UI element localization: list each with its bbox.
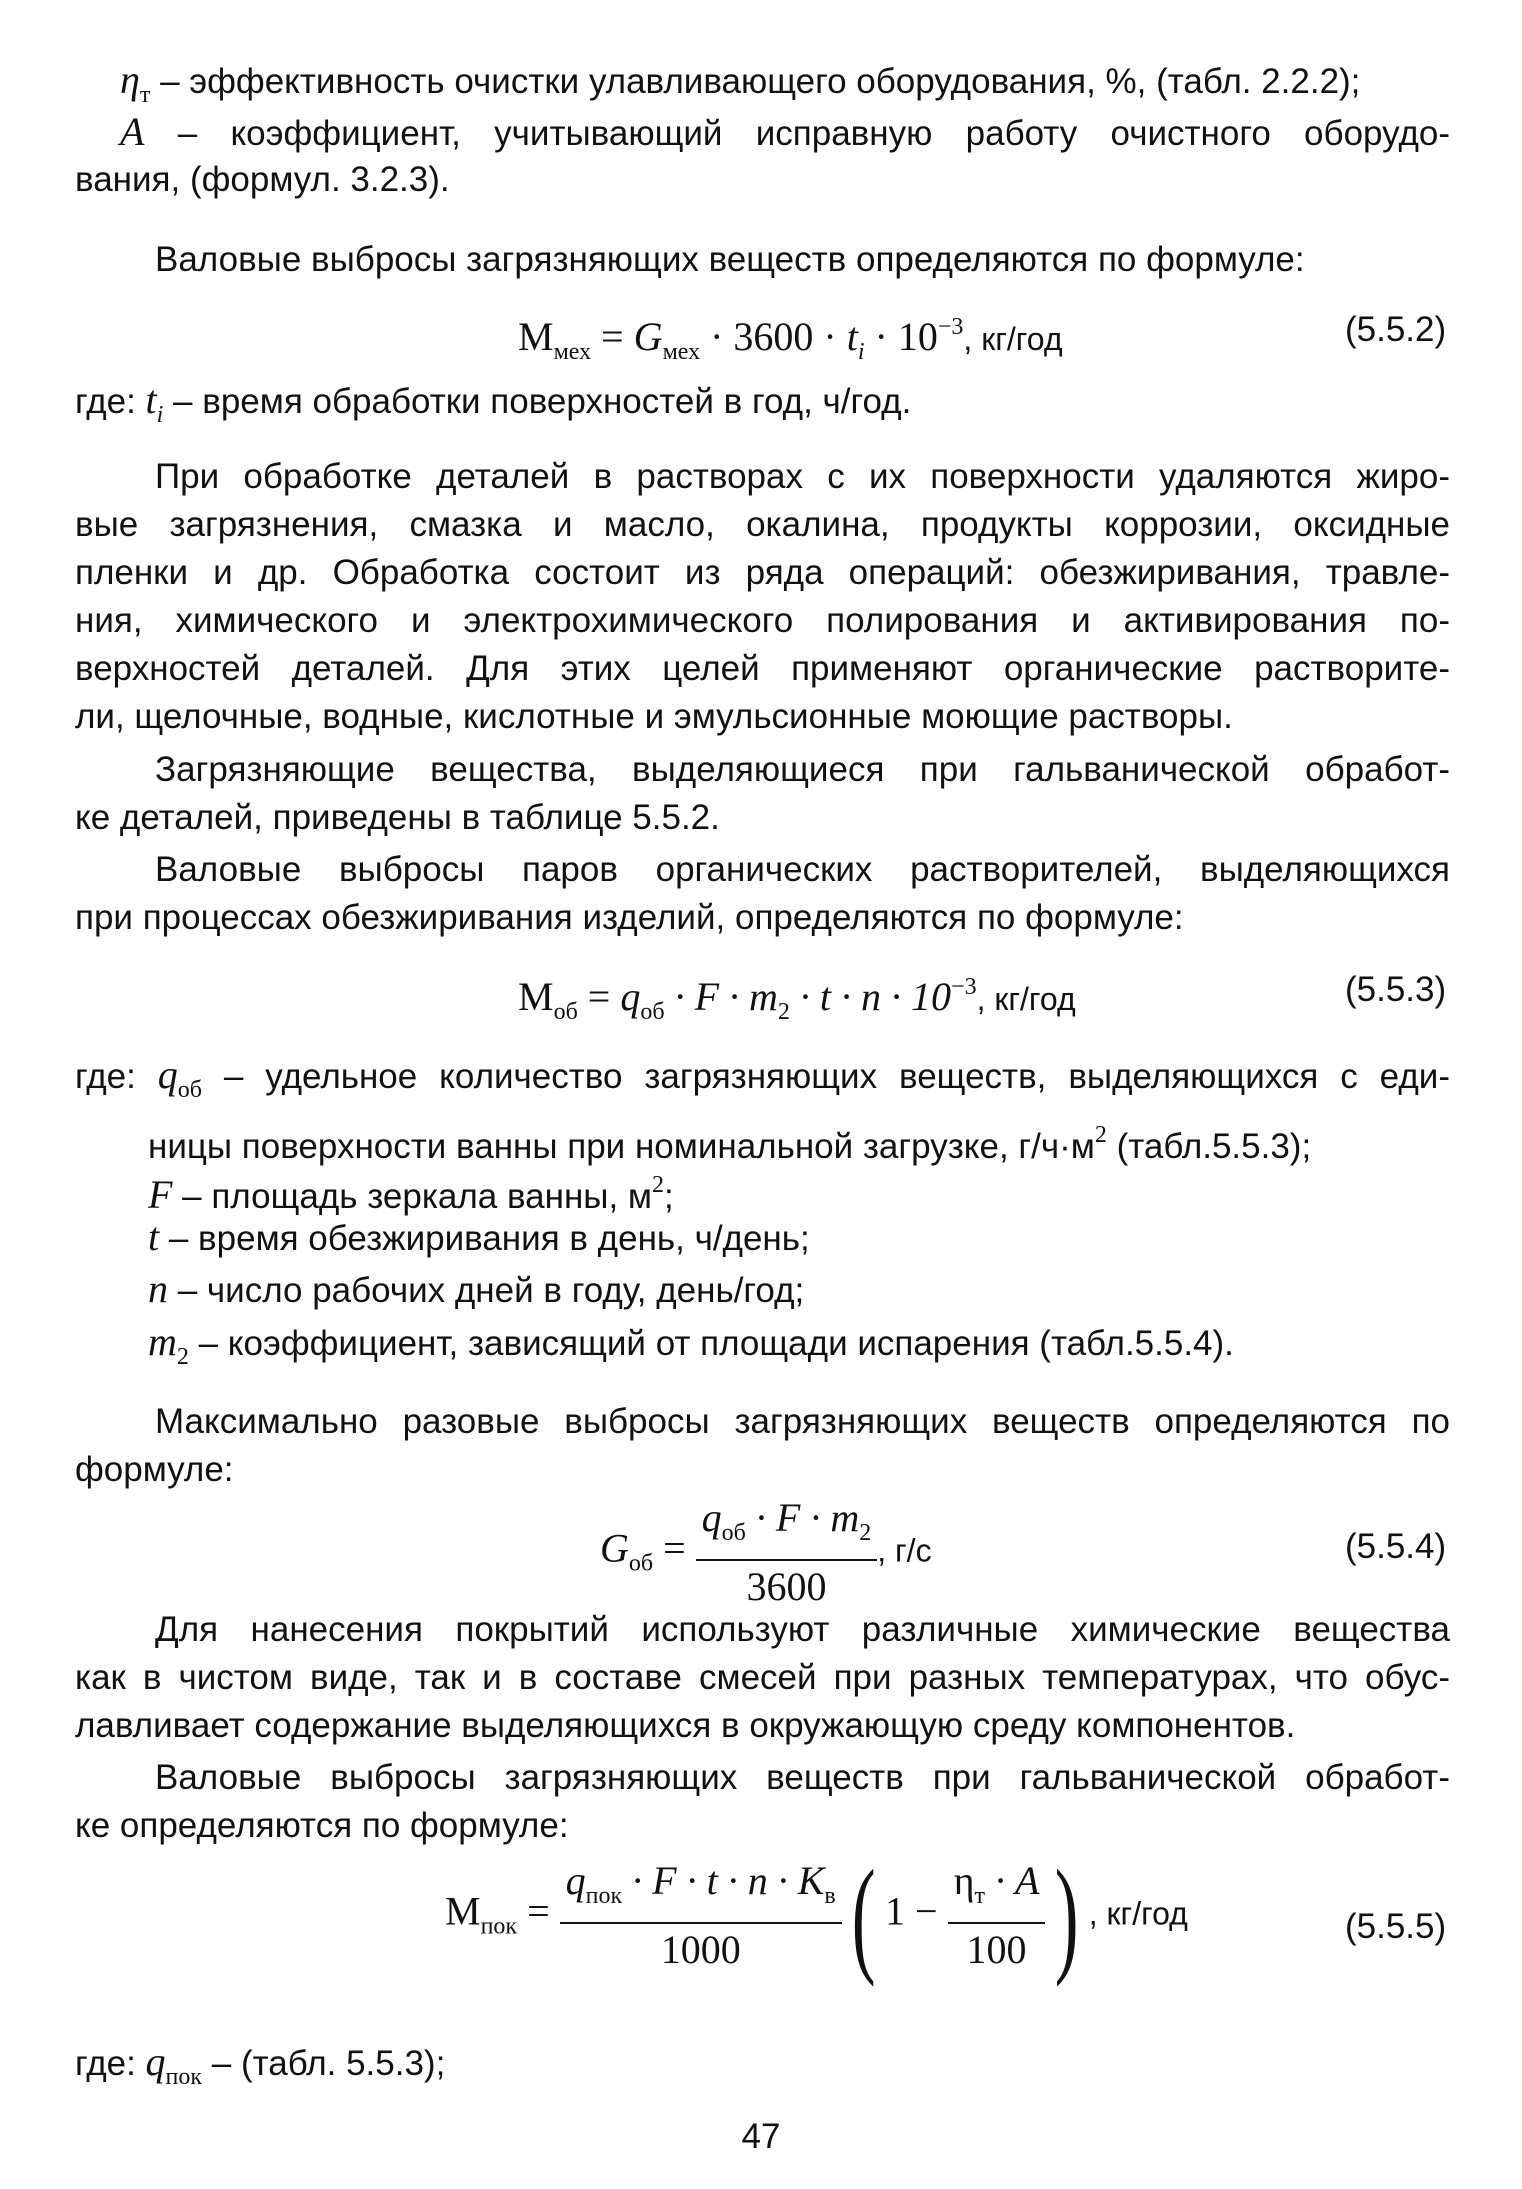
paragraph-line: Валовые выбросы загрязняющих веществ определяются по формуле: (155, 240, 1305, 279)
equation-5-5-2: $M_{мех} = G_{мех} \cdot 3600 \cdot t_i \cdot 10^{-3}$, кг/год (518, 314, 1063, 365)
paragraph-line: ке определяются по формуле: (75, 1806, 569, 1845)
paragraph-line: формуле: (75, 1450, 234, 1489)
where-n: n – число рабочих дней в году, день/год; (148, 1266, 805, 1311)
paragraph-line: ли, щелочные, водные, кислотные и эмульсионные моющие растворы. (75, 697, 1233, 736)
paragraph-line: ке деталей, приведены в таблице 5.5.2. (75, 798, 720, 837)
equation-number: (5.5.2) (1345, 310, 1447, 349)
fraction: $\frac{\eta_т \cdot A}{100}$ (948, 1855, 1046, 1976)
paragraph-line: вые загрязнения, смазка и масло, окалина, продукты коррозии, оксидные (75, 505, 1450, 544)
where-q: где: $q_{об}$ – удельное количество загрязняющих веществ, выделяющихся с еди- (75, 1052, 1450, 1103)
equation-number: (5.5.5) (1345, 1907, 1447, 1946)
paragraph-line: верхностей деталей. Для этих целей применяют органические растворите- (75, 649, 1450, 688)
def-a-cont: вания, (формул. 3.2.3). (75, 160, 450, 199)
where-f: F – площадь зеркала ванны, $м^2$; (148, 1172, 674, 1217)
where-t-day: t – время обезжиривания в день, ч/день; (148, 1214, 810, 1259)
where-q-pok: где: $q_{пок}$ – (табл. 5.5.3); (75, 2039, 446, 2090)
paragraph-line: лавливает содержание выделяющихся в окружающую среду компонентов. (75, 1706, 1296, 1745)
where-m2: $m_2$ – коэффициент, зависящий от площади испарения (табл.5.5.4). (148, 1319, 1234, 1370)
paragraph-line: как в чистом виде, так и в составе смесей при разных температурах, что обус- (75, 1658, 1450, 1697)
equation-5-5-4: $G_{об}$ = $\frac{q_{об} \cdot F \cdot m_2}{3600}$ , г/с (600, 1492, 932, 1613)
fraction: $\frac{q_{об} \cdot F \cdot m_2}{3600}$ (696, 1492, 878, 1613)
paragraph-line: Валовые выбросы загрязняющих веществ при гальванической обработ- (155, 1758, 1450, 1797)
paragraph-line: Для нанесения покрытий используют различные химические вещества (155, 1610, 1450, 1649)
equation-5-5-3: $M_{об} = q_{об} \cdot F \cdot m_2 \cdot t \cdot n \cdot 10^{-3}$, кг/год (518, 974, 1076, 1025)
paragraph-line: пленки и др. Обработка состоит из ряда операций: обезжиривания, травле- (75, 553, 1450, 592)
paragraph-line: При обработке деталей в растворах с их поверхности удаляются жиро- (155, 457, 1450, 496)
paragraph-line: при процессах обезжиривания изделий, определяются по формуле: (75, 898, 1184, 937)
where-t: где: $t_i$ – время обработки поверхностей в год, ч/год. (75, 377, 912, 428)
equation-number: (5.5.4) (1345, 1527, 1447, 1566)
def-eta: $\eta_т$ – эффективность очистки улавливающего оборудования, %, (табл. 2.2.2); (120, 57, 1361, 108)
equation-number: (5.5.3) (1345, 970, 1447, 1009)
paragraph-line: Максимально разовые выбросы загрязняющих веществ определяются по (155, 1402, 1450, 1441)
def-a: A – коэффициент, учитывающий исправную работу очистного оборудо- (120, 109, 1450, 154)
paragraph-line: Валовые выбросы паров органических растворителей, выделяющихся (155, 850, 1450, 889)
page-number: 47 (741, 2117, 781, 2156)
where-q-cont: ницы поверхности ванны при номинальной загрузке, $г/ч\cdot м^2$ (табл.5.5.3); (148, 1122, 1312, 1166)
equation-5-5-5: $M_{пок}$ = $\frac{q_{пок} \cdot F \cdot t \cdot n \cdot K_в}{1000}$ ( 1 − $\frac{\eta_т \cdot A}{100}$ ) , кг/год (445, 1843, 1188, 1988)
paragraph-line: ния, химического и электрохимического полирования и активирования по- (75, 601, 1450, 640)
fraction: $\frac{q_{пок} \cdot F \cdot t \cdot n \cdot K_в}{1000}$ (560, 1855, 842, 1976)
paragraph-line: Загрязняющие вещества, выделяющиеся при гальванической обработ- (155, 750, 1450, 789)
